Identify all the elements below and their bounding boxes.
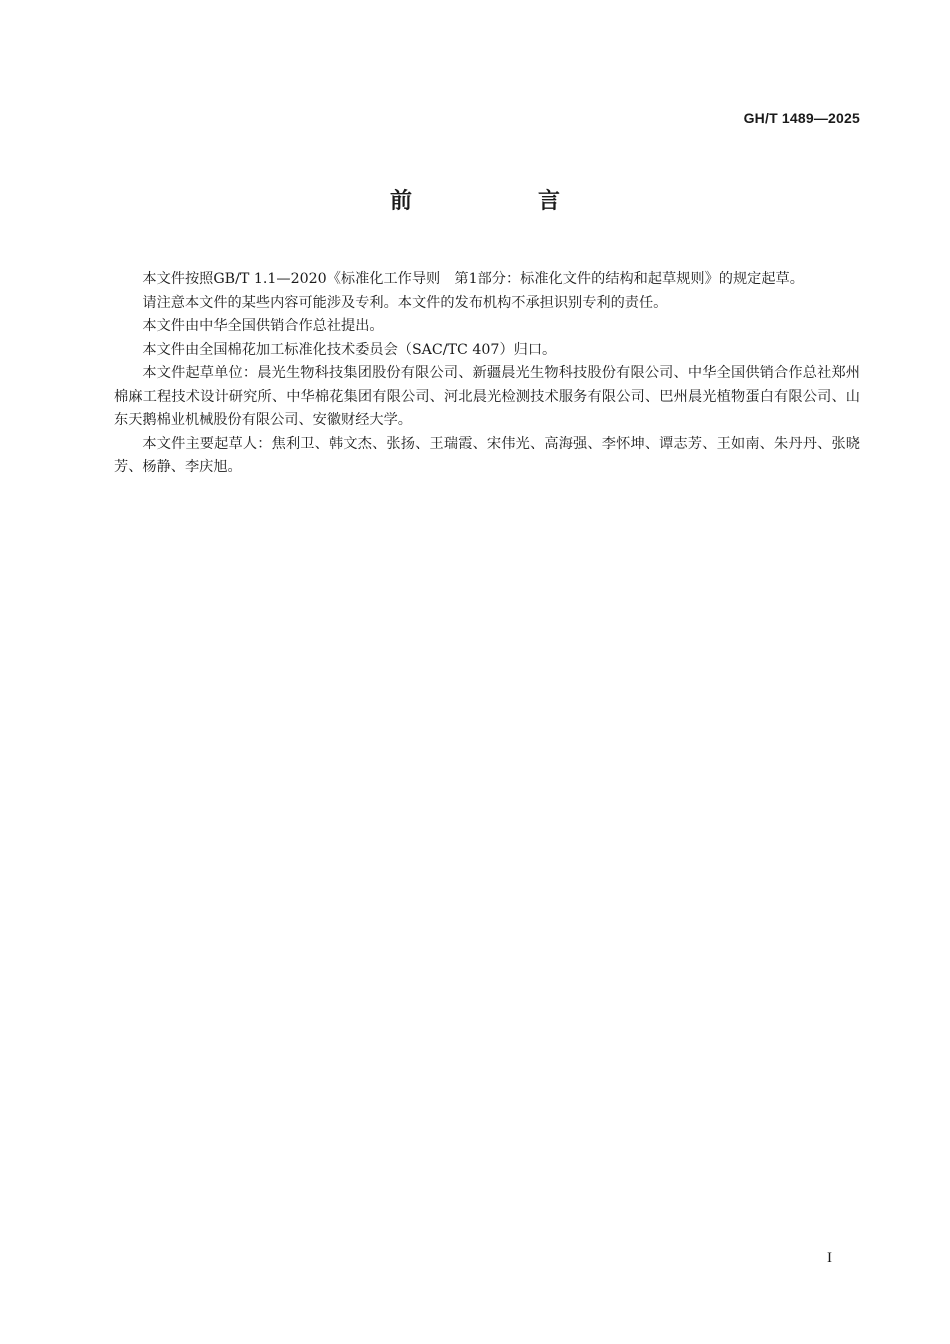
paragraph-patent-notice: 请注意本文件的某些内容可能涉及专利。本文件的发布机构不承担识别专利的责任。 <box>142 294 668 311</box>
paragraph-main-drafters: 本文件主要起草人：焦利卫、韩文杰、张扬、王瑞霞、宋伟光、高海强、李怀坤、谭志芳、王如南、朱丹丹、张晓芳、杨静、李庆旭。 <box>114 435 860 475</box>
document-code: GH/T 1489—2025 <box>743 110 860 126</box>
paragraph-technical-committee: 本文件由全国棉花加工标准化技术委员会（SAC/TC 407）归口。 <box>142 341 557 358</box>
paragraph-drafting-rules: 本文件按照GB/T 1.1—2020《标准化工作导则 第1部分：标准化文件的结构和起草规则》的规定起草。 <box>142 271 804 287</box>
paragraph-drafting-units: 本文件起草单位：晨光生物科技集团股份有限公司、新疆晨光生物科技股份有限公司、中华全国供销合作总社郑州棉麻工程技术设计研究所、中华棉花集团有限公司、河北晨光检测技术服务有限公司、巴州晨光植物蛋白有限公司、山东天鹅棉业机械股份有限公司、安徽财经大学。 <box>114 365 860 428</box>
paragraph-proposer: 本文件由中华全国供销合作总社提出。 <box>142 318 384 334</box>
page-number: I <box>827 1250 832 1266</box>
page-title: 前 言 <box>389 189 612 214</box>
foreword-body <box>114 268 860 480</box>
